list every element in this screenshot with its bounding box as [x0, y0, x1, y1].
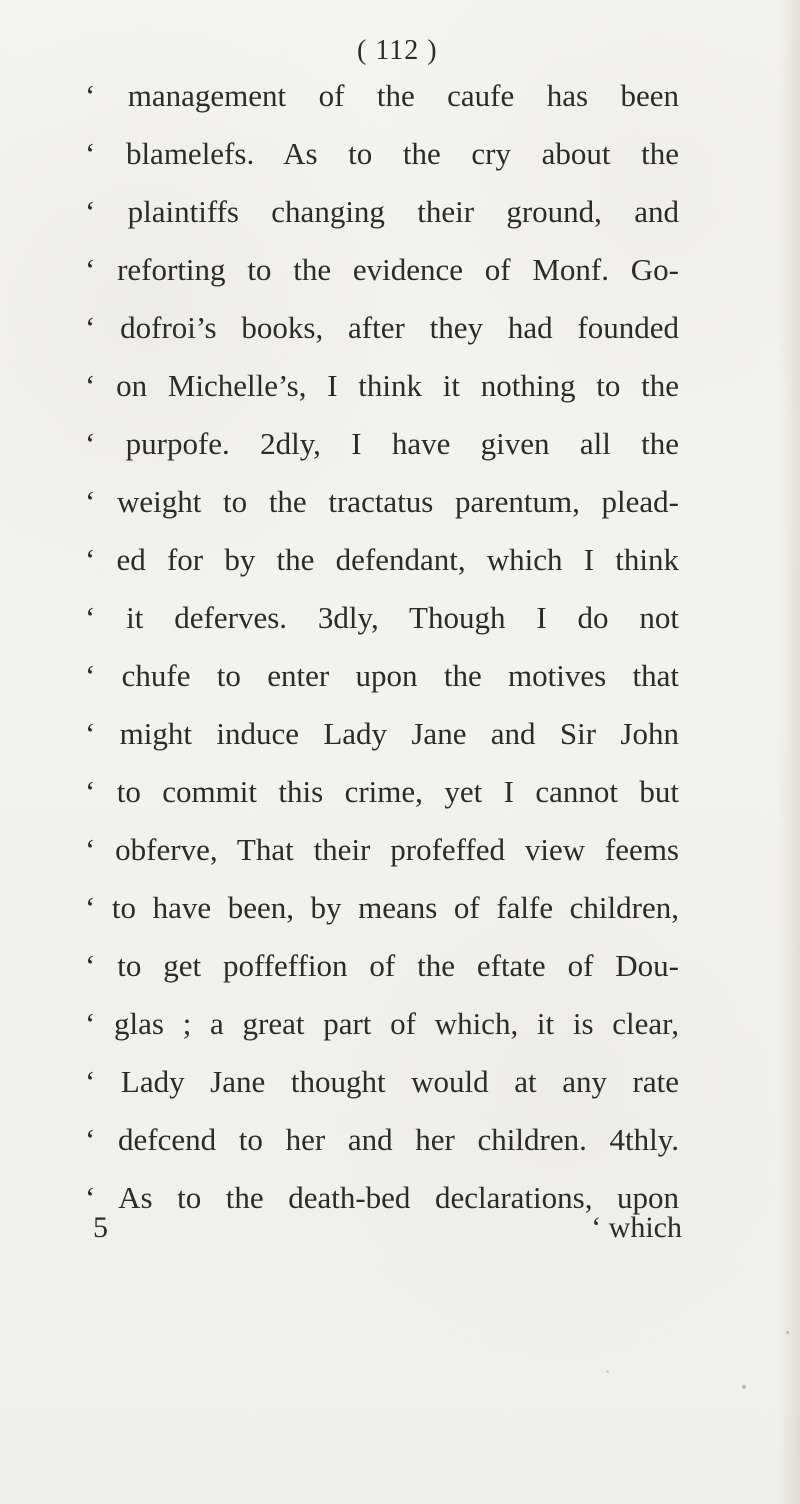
- signature-mark: 5: [93, 1211, 108, 1244]
- text-line-content: ‘ reforting to the evidence of Monf. Go-: [85, 252, 679, 287]
- text-line-content: ‘ to commit this crime, yet I cannot but: [85, 774, 679, 809]
- text-line-content: ‘ purpofe. 2dly, I have given all the: [85, 426, 679, 461]
- text-line: [85, 73, 679, 119]
- text-line-content: ‘ plaintiffs changing their ground, and: [85, 194, 679, 229]
- text-line: [85, 1001, 679, 1047]
- page-number: ( 112 ): [357, 35, 438, 66]
- paper-speck: [742, 1385, 746, 1389]
- text-line-content: ‘ glas ; a great part of which, it is clear,: [85, 1006, 679, 1041]
- text-line: [85, 189, 679, 235]
- paper-speck: [606, 1370, 609, 1373]
- text-line-content: ‘ obferve, That their profeffed view feems: [85, 832, 679, 867]
- page-edge-shadow: [778, 0, 800, 1504]
- text-line-content: ‘ on Michelle’s, I think it nothing to the: [85, 368, 679, 403]
- catchword: ‘ which: [591, 1211, 682, 1244]
- text-line-content: ‘ weight to the tractatus parentum, plead-: [85, 484, 679, 519]
- text-line: [85, 827, 679, 873]
- text-line: [85, 305, 679, 351]
- text-line: [85, 1117, 679, 1163]
- text-line-content: ‘ management of the caufe has been: [85, 78, 679, 113]
- text-line: [85, 769, 679, 815]
- text-line-content: ‘ to have been, by means of falfe children,: [85, 890, 679, 925]
- text-line: [85, 943, 679, 989]
- text-line: [85, 247, 679, 293]
- text-line-content: ‘ Lady Jane thought would at any rate: [85, 1064, 679, 1099]
- text-line: [85, 479, 679, 525]
- text-line: [85, 131, 679, 177]
- paper-speck: [786, 1331, 789, 1334]
- text-line: [85, 421, 679, 467]
- text-line-content: ‘ defcend to her and her children. 4thly.: [85, 1122, 679, 1157]
- text-line: [85, 363, 679, 409]
- text-line-content: ‘ chufe to enter upon the motives that: [85, 658, 679, 693]
- text-line: [85, 885, 679, 931]
- text-line: [85, 595, 679, 641]
- text-line: [85, 537, 679, 583]
- text-line-content: ‘ As to the death-bed declarations, upon: [85, 1180, 679, 1215]
- text-line: [85, 711, 679, 757]
- text-line: [85, 653, 679, 699]
- text-line-content: ‘ might induce Lady Jane and Sir John: [85, 716, 679, 751]
- text-line: [85, 1059, 679, 1105]
- text-line-content: ‘ dofroi’s books, after they had founded: [85, 310, 679, 345]
- text-line-content: ‘ ed for by the defendant, which I think: [85, 542, 679, 577]
- text-line-content: ‘ it deferves. 3dly, Though I do not: [85, 600, 679, 635]
- text-line-content: ‘ blamelefs. As to the cry about the: [85, 136, 679, 171]
- text-line-content: ‘ to get poffeffion of the eftate of Dou-: [85, 948, 679, 983]
